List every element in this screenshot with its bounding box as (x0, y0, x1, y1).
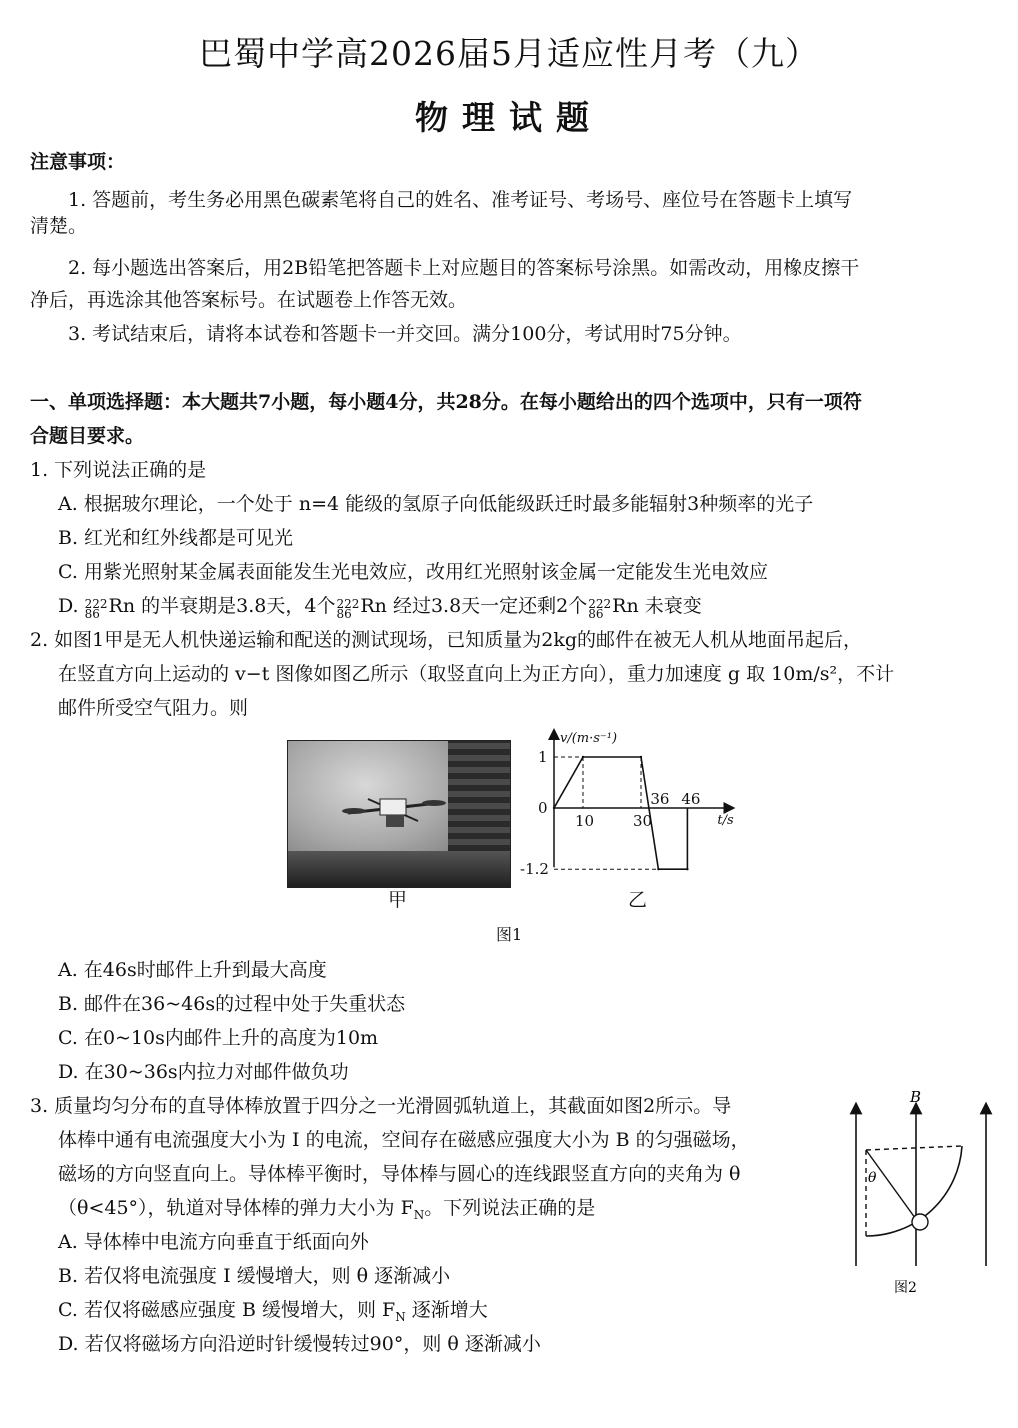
q3-option-a: A. 导体棒中电流方向垂直于纸面向外 (58, 1231, 369, 1253)
fig2-theta-label: θ (868, 1170, 877, 1186)
vt-segment (554, 757, 583, 808)
x-tick-label-36: 36 (650, 790, 670, 808)
q3-option-d: D. 若仅将磁场方向沿逆时针缓慢转过90°，则 θ 逐渐减小 (58, 1333, 541, 1355)
q1-option-c: C. 用紫光照射某金属表面能发生光电效应，改用红光照射该金属一定能发生光电效应 (58, 561, 768, 583)
vt-point (582, 756, 584, 758)
notice-heading: 注意事项： (30, 151, 126, 173)
vt-point (553, 807, 555, 809)
q1-option-d: D. 222 86 Rn 的半衰期是3.8天，4个 222 86 Rn 经过3.8天一定还剩2个 222 86 Rn 未衰变 (58, 595, 702, 621)
t-axis-label: t/s (717, 813, 734, 828)
q3-stem-line-1: 3. 质量均匀分布的直导体棒放置于四分之一光滑圆弧轨道上，其截面如图2所示。导 (30, 1095, 732, 1117)
exam-title: 巴蜀中学高2026届5月适应性月考（九） (199, 34, 819, 73)
vt-point (657, 868, 659, 870)
notice-item-3: 3. 考试结束后，请将本试卷和答题卡一并交回。满分100分，考试用时75分钟。 (68, 323, 742, 345)
x-tick-label-30: 30 (633, 812, 653, 830)
section-1-line-2: 合题目要求。 (30, 425, 145, 447)
vt-point (686, 868, 688, 870)
q2-option-b: B. 邮件在36~46s的过程中处于失重状态 (58, 993, 406, 1015)
q3-stem-line-2: 体棒中通有电流强度大小为 I 的电流，空间存在磁感应强度大小为 B 的匀强磁场， (58, 1129, 750, 1151)
q2-option-d: D. 在30~36s内拉力对邮件做负功 (58, 1061, 349, 1083)
x-tick-label-46: 46 (681, 790, 701, 808)
q3-option-c: C. 若仅将磁感应强度 B 缓慢增大，则 $F_N$ 逐渐增大 (58, 1299, 488, 1324)
q2-option-c: C. 在0~10s内邮件上升的高度为10m (58, 1027, 379, 1049)
fig1-right-label: 乙 (628, 889, 648, 911)
q3-stem-line-3: 磁场的方向竖直向上。导体棒平衡时，导体棒与圆心的连线跟竖直方向的夹角为 θ (58, 1163, 741, 1185)
conductor-rod (912, 1214, 928, 1230)
q2-stem-line-1: 2. 如图1甲是无人机快递运输和配送的测试现场，已知质量为2kg的邮件在被无人机从地面吊起后， (30, 629, 863, 651)
q1-option-b: B. 红光和红外线都是可见光 (58, 527, 294, 549)
y-tick-label-neg: -1.2 (520, 860, 549, 879)
fig1-left-label: 甲 (388, 889, 408, 911)
vt-chart (520, 728, 760, 898)
q2-option-a: A. 在46s时邮件上升到最大高度 (58, 959, 327, 981)
q1-option-a: A. 根据玻尔理论，一个处于 n=4 能级的氢原子向低能级跃迁时最多能辐射3种频率的光子 (58, 493, 814, 515)
subject-title: 物理试题 (415, 98, 603, 137)
fig1-caption: 图1 (496, 925, 523, 944)
notice-item-2-line-2: 净后，再选涂其他答案标号。在试题卷上作答无效。 (30, 289, 468, 311)
y-axis-label: v/(m·s⁻¹) (560, 731, 618, 746)
fig2-b-label: B (910, 1088, 922, 1106)
fig2-caption: 图2 (894, 1280, 917, 1296)
q3-option-b: B. 若仅将电流强度 I 缓慢增大，则 θ 逐渐减小 (58, 1265, 451, 1287)
fig2-diagram (846, 1086, 996, 1296)
vt-point (640, 756, 642, 758)
q3-stem-line-4: （θ<45°），轨道对导体棒的弹力大小为 $F_N$。下列说法正确的是 (58, 1197, 596, 1222)
y-tick-label-1: 1 (538, 748, 548, 766)
y-tick-label-0: 0 (538, 799, 548, 817)
q2-stem-line-2: 在竖直方向上运动的 v−t 图像如图乙所示（取竖直向上为正方向），重力加速度 g 取 10m/s²，不计 (58, 663, 895, 685)
notice-item-1-line-2: 清楚。 (30, 215, 88, 237)
x-tick-label-10: 10 (575, 812, 595, 830)
notice-item-1-line-1: 1. 答题前，考生务必用黑色碳素笔将自己的姓名、准考证号、考场号、座位号在答题卡上填写 (68, 189, 853, 211)
q2-stem-line-3: 邮件所受空气阻力。则 (58, 697, 249, 719)
q1-stem: 1. 下列说法正确的是 (30, 459, 207, 481)
drone-photo (287, 740, 511, 888)
notice-item-2-line-1: 2. 每小题选出答案后，用2B铅笔把答题卡上对应题目的答案标号涂黑。如需改动，用橡皮擦干 (68, 257, 860, 279)
drone-icon (288, 741, 510, 887)
section-1-line-1: 一、单项选择题：本大题共7小题，每小题4分，共28分。在每小题给出的四个选项中，只有一项符 (30, 391, 862, 413)
